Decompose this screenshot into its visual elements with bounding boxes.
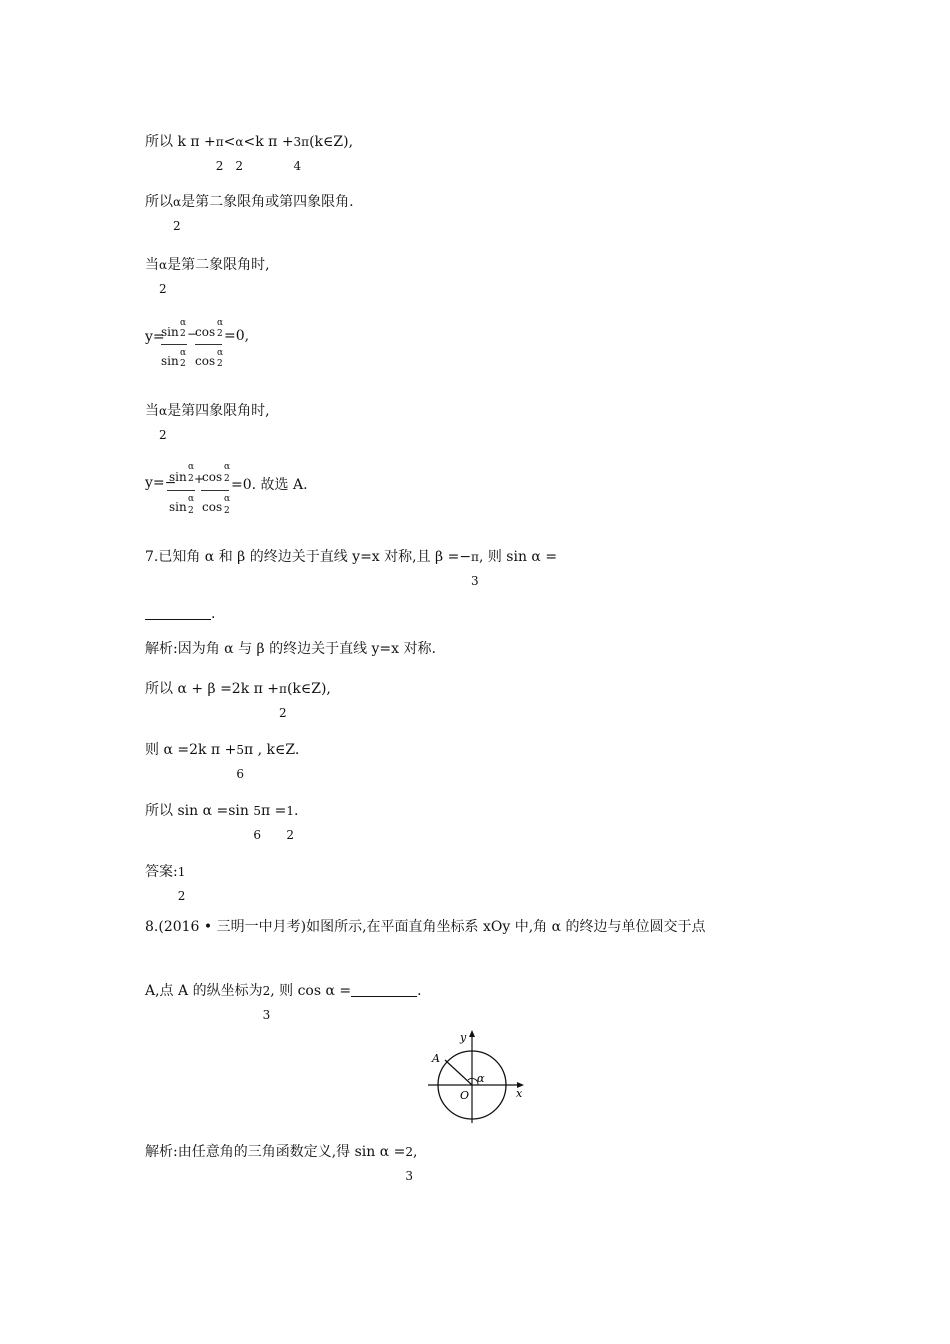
question-8-line-1: 8.(2016 • 三明一中月考)如图所示,在平面直角坐标系 xOy 中,角 α 的终边与单位圆交于点 <box>145 919 706 935</box>
fraction: π 3 <box>471 550 479 588</box>
fraction: π 2 <box>215 135 224 173</box>
answer-7: 答案: 1 2 <box>145 864 186 903</box>
fraction: π 2 <box>279 682 287 720</box>
terminal-side <box>445 1060 472 1085</box>
solution-7-line-2: 所以 α + β =2k π + π 2 (k∈Z), <box>145 681 331 720</box>
line-3: 当 α 2 是第二象限角时, <box>145 257 270 296</box>
answer-blank <box>145 605 211 620</box>
fraction: 5 6 <box>236 743 244 781</box>
question-8-line-2: A,点 A 的纵坐标为 2 3 , 则 cos α = . <box>145 983 422 1022</box>
fraction: α 2 <box>235 135 244 173</box>
fraction: 1 2 <box>286 804 295 842</box>
fraction: 2 3 <box>262 984 271 1022</box>
fraction: α 2 <box>159 404 168 442</box>
fraction: α 2 <box>173 195 182 233</box>
unit-circle-figure <box>420 1025 535 1127</box>
solution-7-line-4: 所以 sin α =sin 5 6 π = 1 2 . <box>145 803 299 842</box>
fraction: 5 6 <box>253 804 261 842</box>
fraction-bar <box>201 490 229 491</box>
label-y: y <box>460 1031 467 1044</box>
fraction: 1 2 <box>177 865 186 903</box>
label-alpha: α <box>477 1072 485 1085</box>
fraction-bar <box>161 344 187 345</box>
fraction-bar <box>195 344 222 345</box>
question-7: 7.已知角 α 和 β 的终边关于直线 y=x 对称,且 β =− π 3 , 则 sin α = <box>145 549 558 588</box>
solution-8: 解析:由任意角的三角函数定义,得 sin α = 2 3 , <box>145 1144 418 1183</box>
line-5: 当 α 2 是第四象限角时, <box>145 403 270 442</box>
question-7-blank: . <box>145 605 215 623</box>
y-axis-arrow <box>469 1030 475 1037</box>
answer-blank <box>351 982 417 997</box>
label-point-a: A <box>432 1052 440 1065</box>
fraction: 2 3 <box>405 1145 414 1183</box>
solution-7-line-3: 则 α =2k π + 5 6 π , k∈Z. <box>145 742 300 781</box>
line-6-equation: y=− sin α 2 + cos α 2 =0. 故选 A. sin α 2 cos α 2 <box>145 462 308 516</box>
line-2: 所以 α 2 是第二象限角或第四象限角. <box>145 194 354 233</box>
solution-7-line-1: 解析:因为角 α 与 β 的终边关于直线 y=x 对称. <box>145 641 436 657</box>
line-4-equation: y= sin α 2 − cos α 2 =0, sin α 2 cos α 2 <box>145 318 250 369</box>
fraction: α 2 <box>159 258 168 296</box>
label-x: x <box>516 1087 523 1100</box>
label-origin: O <box>460 1089 470 1102</box>
fraction-bar <box>167 490 195 491</box>
fraction: 3π 4 <box>293 135 310 173</box>
line-1: 所以 k π + π 2 < α 2 <k π + 3π 4 (k∈Z), <box>145 134 354 173</box>
